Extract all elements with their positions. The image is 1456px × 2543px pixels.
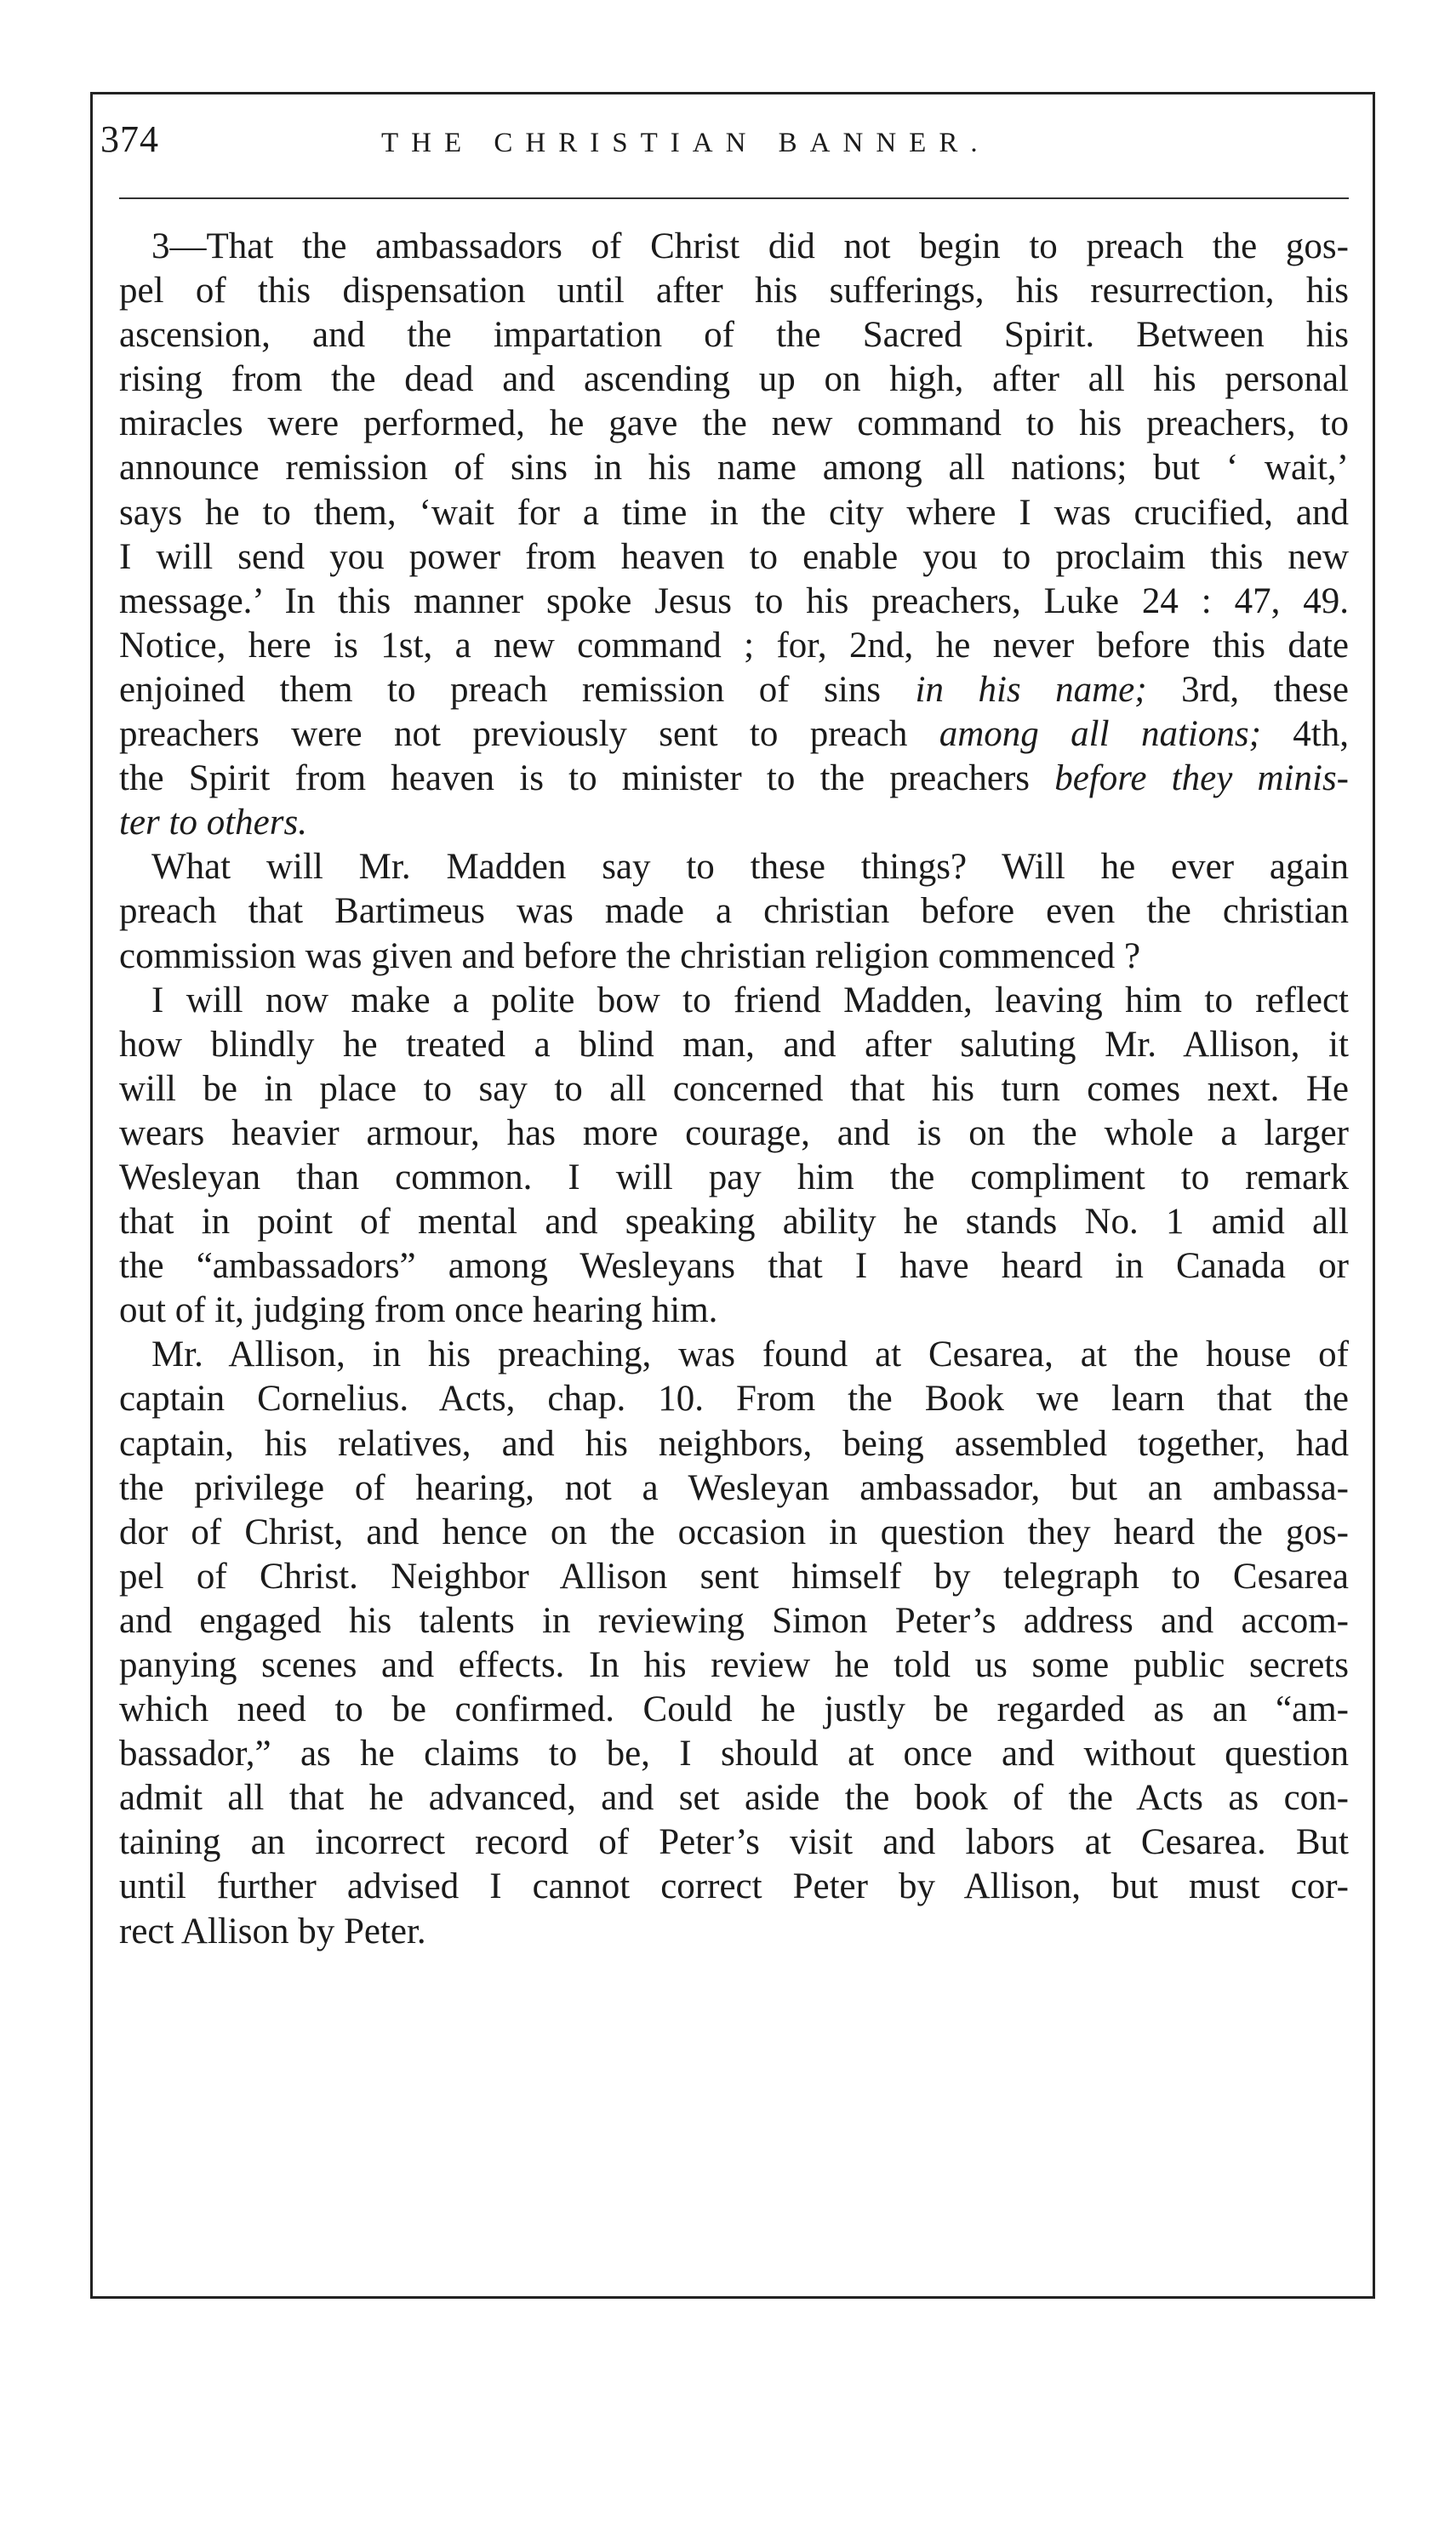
text-line: the privilege of hearing, not a Wesleyan ambassador, but an ambassa-	[119, 1467, 1349, 1508]
paragraph-3	[119, 979, 1349, 1334]
text-segment: 3rd, these	[1181, 669, 1350, 710]
text-line: commission was given and before the christian religion commenced ?	[119, 935, 1141, 976]
text-line: rect Allison by Peter.	[119, 1911, 426, 1952]
text-line: pel of this dispensation until after his sufferings, his resurrection, his	[119, 271, 1349, 311]
text-segment: the Spirit from heaven is to minister to the preachers	[119, 758, 1031, 799]
text-line: pel of Christ. Neighbor Allison sent himself by telegraph to Cesarea	[119, 1556, 1349, 1597]
text-line: captain, his relatives, and his neighbors, being assembled together, had	[119, 1423, 1349, 1464]
text-line: I will send you power from heaven to enable you to proclaim this new	[119, 536, 1349, 577]
text-line: says he to them, ‘wait for a time in the city where I was crucified, and	[119, 492, 1349, 533]
text-line: What will Mr. Madden say to these things? Will he ever again	[151, 847, 1349, 888]
text-line: ascension, and the impartation of the Sacred Spirit. Between his	[119, 315, 1349, 356]
text-line: and engaged his talents in reviewing Simon Peter’s address and accom-	[119, 1600, 1349, 1641]
text-line: panying scenes and effects. In his review he told us some public secrets	[119, 1645, 1349, 1685]
text-line: until further advised I cannot correct Peter by Allison, but must cor-	[119, 1866, 1349, 1907]
text-line: 3—That the ambassadors of Christ did not begin to preach the gos-	[151, 226, 1349, 266]
text-line: which need to be confirmed. Could he justly be regarded as an “am-	[119, 1689, 1349, 1730]
paragraph-2	[119, 845, 1349, 978]
text-segment: enjoined them to preach remission of sins	[119, 669, 881, 710]
text-segment: preachers were not previously sent to preach	[119, 714, 908, 755]
text-line	[119, 757, 1349, 801]
italic-segment: in his name;	[915, 669, 1147, 710]
italic-segment: before they minis-	[1054, 758, 1349, 799]
text-line: preach that Bartimeus was made a christian before even the christian	[119, 891, 1349, 932]
text-line: Wesleyan than common. I will pay him the compliment to remark	[119, 1157, 1349, 1197]
page-border-bottom	[90, 2296, 1375, 2299]
text-line: will be in place to say to all concerned that his turn comes next. He	[119, 1068, 1349, 1109]
text-line	[119, 668, 1349, 712]
running-title: THE CHRISTIAN BANNER.	[381, 128, 991, 158]
text-line: out of it, judging from once hearing him.	[119, 1290, 718, 1331]
text-line: captain Cornelius. Acts, chap. 10. From the Book we learn that the	[119, 1379, 1349, 1420]
text-line: rising from the dead and ascending up on high, after all his personal	[119, 359, 1349, 400]
text-line: the “ambassadors” among Wesleyans that I have heard in Canada or	[119, 1246, 1349, 1287]
text-line: wears heavier armour, has more courage, and is on the whole a larger	[119, 1112, 1349, 1153]
article-body	[119, 225, 1349, 1954]
text-line: announce remission of sins in his name among all nations; but ‘ wait,’	[119, 448, 1349, 489]
text-line: bassador,” as he claims to be, I should at once and without question	[119, 1734, 1349, 1774]
paragraph-4	[119, 1333, 1349, 1953]
text-line: taining an incorrect record of Peter’s visit and labors at Cesarea. But	[119, 1822, 1349, 1863]
text-line: miracles were performed, he gave the new command to his preachers, to	[119, 403, 1349, 444]
text-line: dor of Christ, and hence on the occasion in question they heard the gos-	[119, 1512, 1349, 1552]
italic-segment: among all nations;	[939, 714, 1261, 755]
paragraph-1	[119, 225, 1349, 845]
text-line: I will now make a polite bow to friend Madden, leaving him to reflect	[151, 980, 1349, 1020]
text-segment: 4th,	[1293, 714, 1349, 755]
page-header	[100, 117, 1343, 169]
page-border-top	[90, 92, 1375, 94]
page-number: 374	[100, 118, 159, 160]
header-rule	[119, 197, 1349, 199]
text-line: admit all that he advanced, and set aside the book of the Acts as con-	[119, 1778, 1349, 1819]
text-line: message.’ In this manner spoke Jesus to his preachers, Luke 24 : 47, 49.	[119, 580, 1349, 621]
text-line: how blindly he treated a blind man, and after saluting Mr. Allison, it	[119, 1024, 1349, 1065]
page-border-right	[1373, 92, 1375, 2298]
text-line	[119, 712, 1349, 757]
text-line: Mr. Allison, in his preaching, was found at Cesarea, at the house of	[151, 1334, 1349, 1375]
text-line: ter to others.	[119, 803, 307, 843]
text-line: Notice, here is 1st, a new command ; for, 2nd, he never before this date	[119, 625, 1349, 666]
text-line: that in point of mental and speaking ability he stands No. 1 amid all	[119, 1202, 1349, 1243]
page-border-left	[90, 92, 93, 2298]
